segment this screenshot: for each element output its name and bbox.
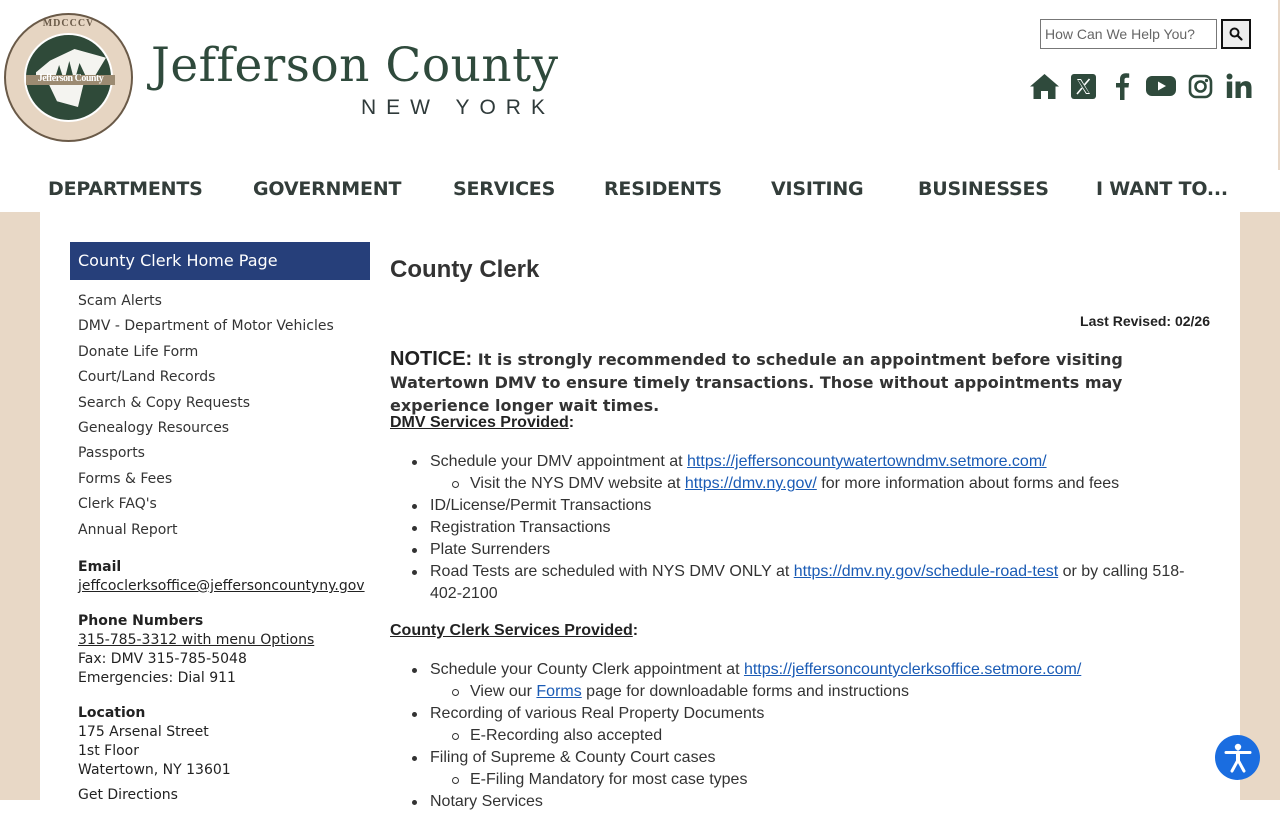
address-line2: 1st Floor <box>78 743 139 759</box>
accessibility-icon <box>1224 742 1252 774</box>
list-item: Notary Services <box>390 791 1200 813</box>
list-item-text: or by calling 518-402-2100 <box>430 563 1185 602</box>
nav-government[interactable]: GOVERNMENT <box>253 178 402 200</box>
page-title: County Clerk <box>390 256 540 283</box>
sidebar-item-scam-alerts[interactable]: Scam Alerts <box>78 293 162 309</box>
sidebar-item-annual-report[interactable]: Annual Report <box>78 521 178 538</box>
nav-departments[interactable]: DEPARTMENTS <box>48 178 203 200</box>
notice-text: It is strongly recommended to schedule an appointment before visiting Watertown DMV to ensure timely transactions. Those without appointments may experience longer wait times. <box>390 350 1123 415</box>
dmv-appointment-link[interactable]: https://jeffersoncountywatertowndmv.setmore.com/ <box>687 453 1047 470</box>
forms-link[interactable]: Forms <box>536 683 582 700</box>
seal-text: Jefferson County <box>37 73 104 84</box>
email-label: Email <box>78 559 122 575</box>
list-item <box>390 659 1200 681</box>
list-item-text: page for downloadable forms and instructions <box>581 683 910 700</box>
clerk-services-heading <box>390 622 638 640</box>
list-item: Filing of Supreme & County Court cases <box>390 747 1200 769</box>
phone-fax: Fax: DMV 315-785-5048 <box>78 651 247 667</box>
list-item-text: View our <box>470 683 537 700</box>
search-button[interactable] <box>1221 19 1251 49</box>
sidebar-links <box>78 291 334 545</box>
location-label: Location <box>78 705 146 721</box>
search-icon <box>1229 27 1243 41</box>
phone-label: Phone Numbers <box>78 613 204 629</box>
social-icons <box>1028 70 1262 102</box>
clerk-appointment-link[interactable]: https://jeffersoncountyclerksoffice.setmore.com/ <box>743 661 1082 678</box>
sidebar-item-search-copy[interactable]: Search & Copy Requests <box>78 394 251 411</box>
heading-colon: : <box>632 622 639 639</box>
list-item-text: Schedule your County Clerk appointment at <box>430 661 744 678</box>
home-icon <box>1029 73 1060 100</box>
last-revised: Last Revised: 02/26 <box>1080 313 1210 329</box>
get-directions-link[interactable]: Get Directions <box>78 787 178 803</box>
list-item-text: Visit the NYS DMV website at <box>470 475 685 492</box>
instagram-link[interactable] <box>1184 70 1216 102</box>
address-line3: Watertown, NY 13601 <box>78 762 231 778</box>
nys-dmv-link[interactable]: https://dmv.ny.gov/ <box>684 475 817 492</box>
linkedin-icon <box>1226 73 1252 99</box>
seal-roman-numeral: MDCCCV <box>42 18 95 29</box>
notice-label: NOTICE: <box>390 348 473 370</box>
address-line1: 175 Arsenal Street <box>78 724 209 740</box>
site-subtitle: NEW YORK <box>361 96 555 119</box>
youtube-icon <box>1146 75 1176 97</box>
instagram-icon <box>1188 74 1213 99</box>
list-subitem: E-Filing Mandatory for most case types <box>390 769 1200 791</box>
nav-residents[interactable]: RESIDENTS <box>604 178 722 200</box>
sidebar-item-dmv[interactable]: DMV - Department of Motor Vehicles <box>78 318 334 335</box>
county-seal-logo[interactable] <box>4 13 133 142</box>
x-twitter-link[interactable] <box>1067 70 1099 102</box>
clerk-services-heading-text: County Clerk Services Provided <box>390 622 633 639</box>
nav-visiting[interactable]: VISITING <box>771 178 864 200</box>
nav-services[interactable]: SERVICES <box>453 178 556 200</box>
facebook-icon <box>1114 72 1130 100</box>
list-subitem: E-Recording also accepted <box>390 725 1200 747</box>
phone-emergency: Emergencies: Dial 911 <box>78 670 236 686</box>
list-item <box>390 451 1200 473</box>
notice-banner <box>390 348 1220 417</box>
search-input[interactable] <box>1040 19 1217 49</box>
main-navigation <box>0 178 1280 212</box>
list-item-text: for more information about forms and fees <box>816 475 1120 492</box>
list-item-text: Schedule your DMV appointment at <box>430 453 688 470</box>
sidebar-item-court-land-records[interactable]: Court/Land Records <box>78 369 216 386</box>
sidebar-item-donate-life[interactable]: Donate Life Form <box>78 343 199 360</box>
list-item <box>390 561 1200 605</box>
accessibility-button[interactable] <box>1215 735 1260 780</box>
list-item: Recording of various Real Property Documents <box>390 703 1200 725</box>
nav-businesses[interactable]: BUSINESSES <box>918 178 1049 200</box>
road-test-link[interactable]: https://dmv.ny.gov/schedule-road-test <box>793 563 1059 580</box>
youtube-link[interactable] <box>1145 70 1177 102</box>
linkedin-link[interactable] <box>1223 70 1255 102</box>
site-header <box>0 0 1280 212</box>
phone-main-link[interactable]: 315-785-3312 with menu Options <box>78 632 315 648</box>
sidebar-item-passports[interactable]: Passports <box>78 445 145 462</box>
facebook-link[interactable] <box>1106 70 1138 102</box>
list-subitem <box>390 473 1200 495</box>
x-twitter-icon <box>1071 74 1096 99</box>
home-link[interactable] <box>1028 70 1060 102</box>
clerk-services-list <box>390 659 1200 813</box>
list-item: Plate Surrenders <box>390 539 1200 561</box>
dmv-services-heading-text: DMV Services Provided <box>390 414 569 431</box>
dmv-services-list <box>390 451 1200 605</box>
site-title[interactable]: Jefferson County <box>151 38 559 93</box>
list-item-text: Road Tests are scheduled with NYS DMV ONLY at <box>430 563 794 580</box>
sidebar-item-forms-fees[interactable]: Forms & Fees <box>78 470 173 487</box>
nav-i-want-to[interactable]: I WANT TO... <box>1096 178 1228 200</box>
email-link[interactable]: jeffcoclerksoffice@jeffersoncountyny.gov <box>78 578 365 594</box>
sidebar-item-clerk-faqs[interactable]: Clerk FAQ's <box>78 496 157 513</box>
seal-emblem <box>24 33 113 122</box>
sidebar-item-genealogy[interactable]: Genealogy Resources <box>78 419 230 436</box>
list-item: Registration Transactions <box>390 517 1200 539</box>
heading-colon: : <box>568 414 575 431</box>
list-subitem <box>390 681 1200 703</box>
dmv-services-heading <box>390 414 574 432</box>
contact-info <box>78 558 365 805</box>
sidebar-heading-county-clerk-home[interactable]: County Clerk Home Page <box>70 242 370 280</box>
list-item: ID/License/Permit Transactions <box>390 495 1200 517</box>
